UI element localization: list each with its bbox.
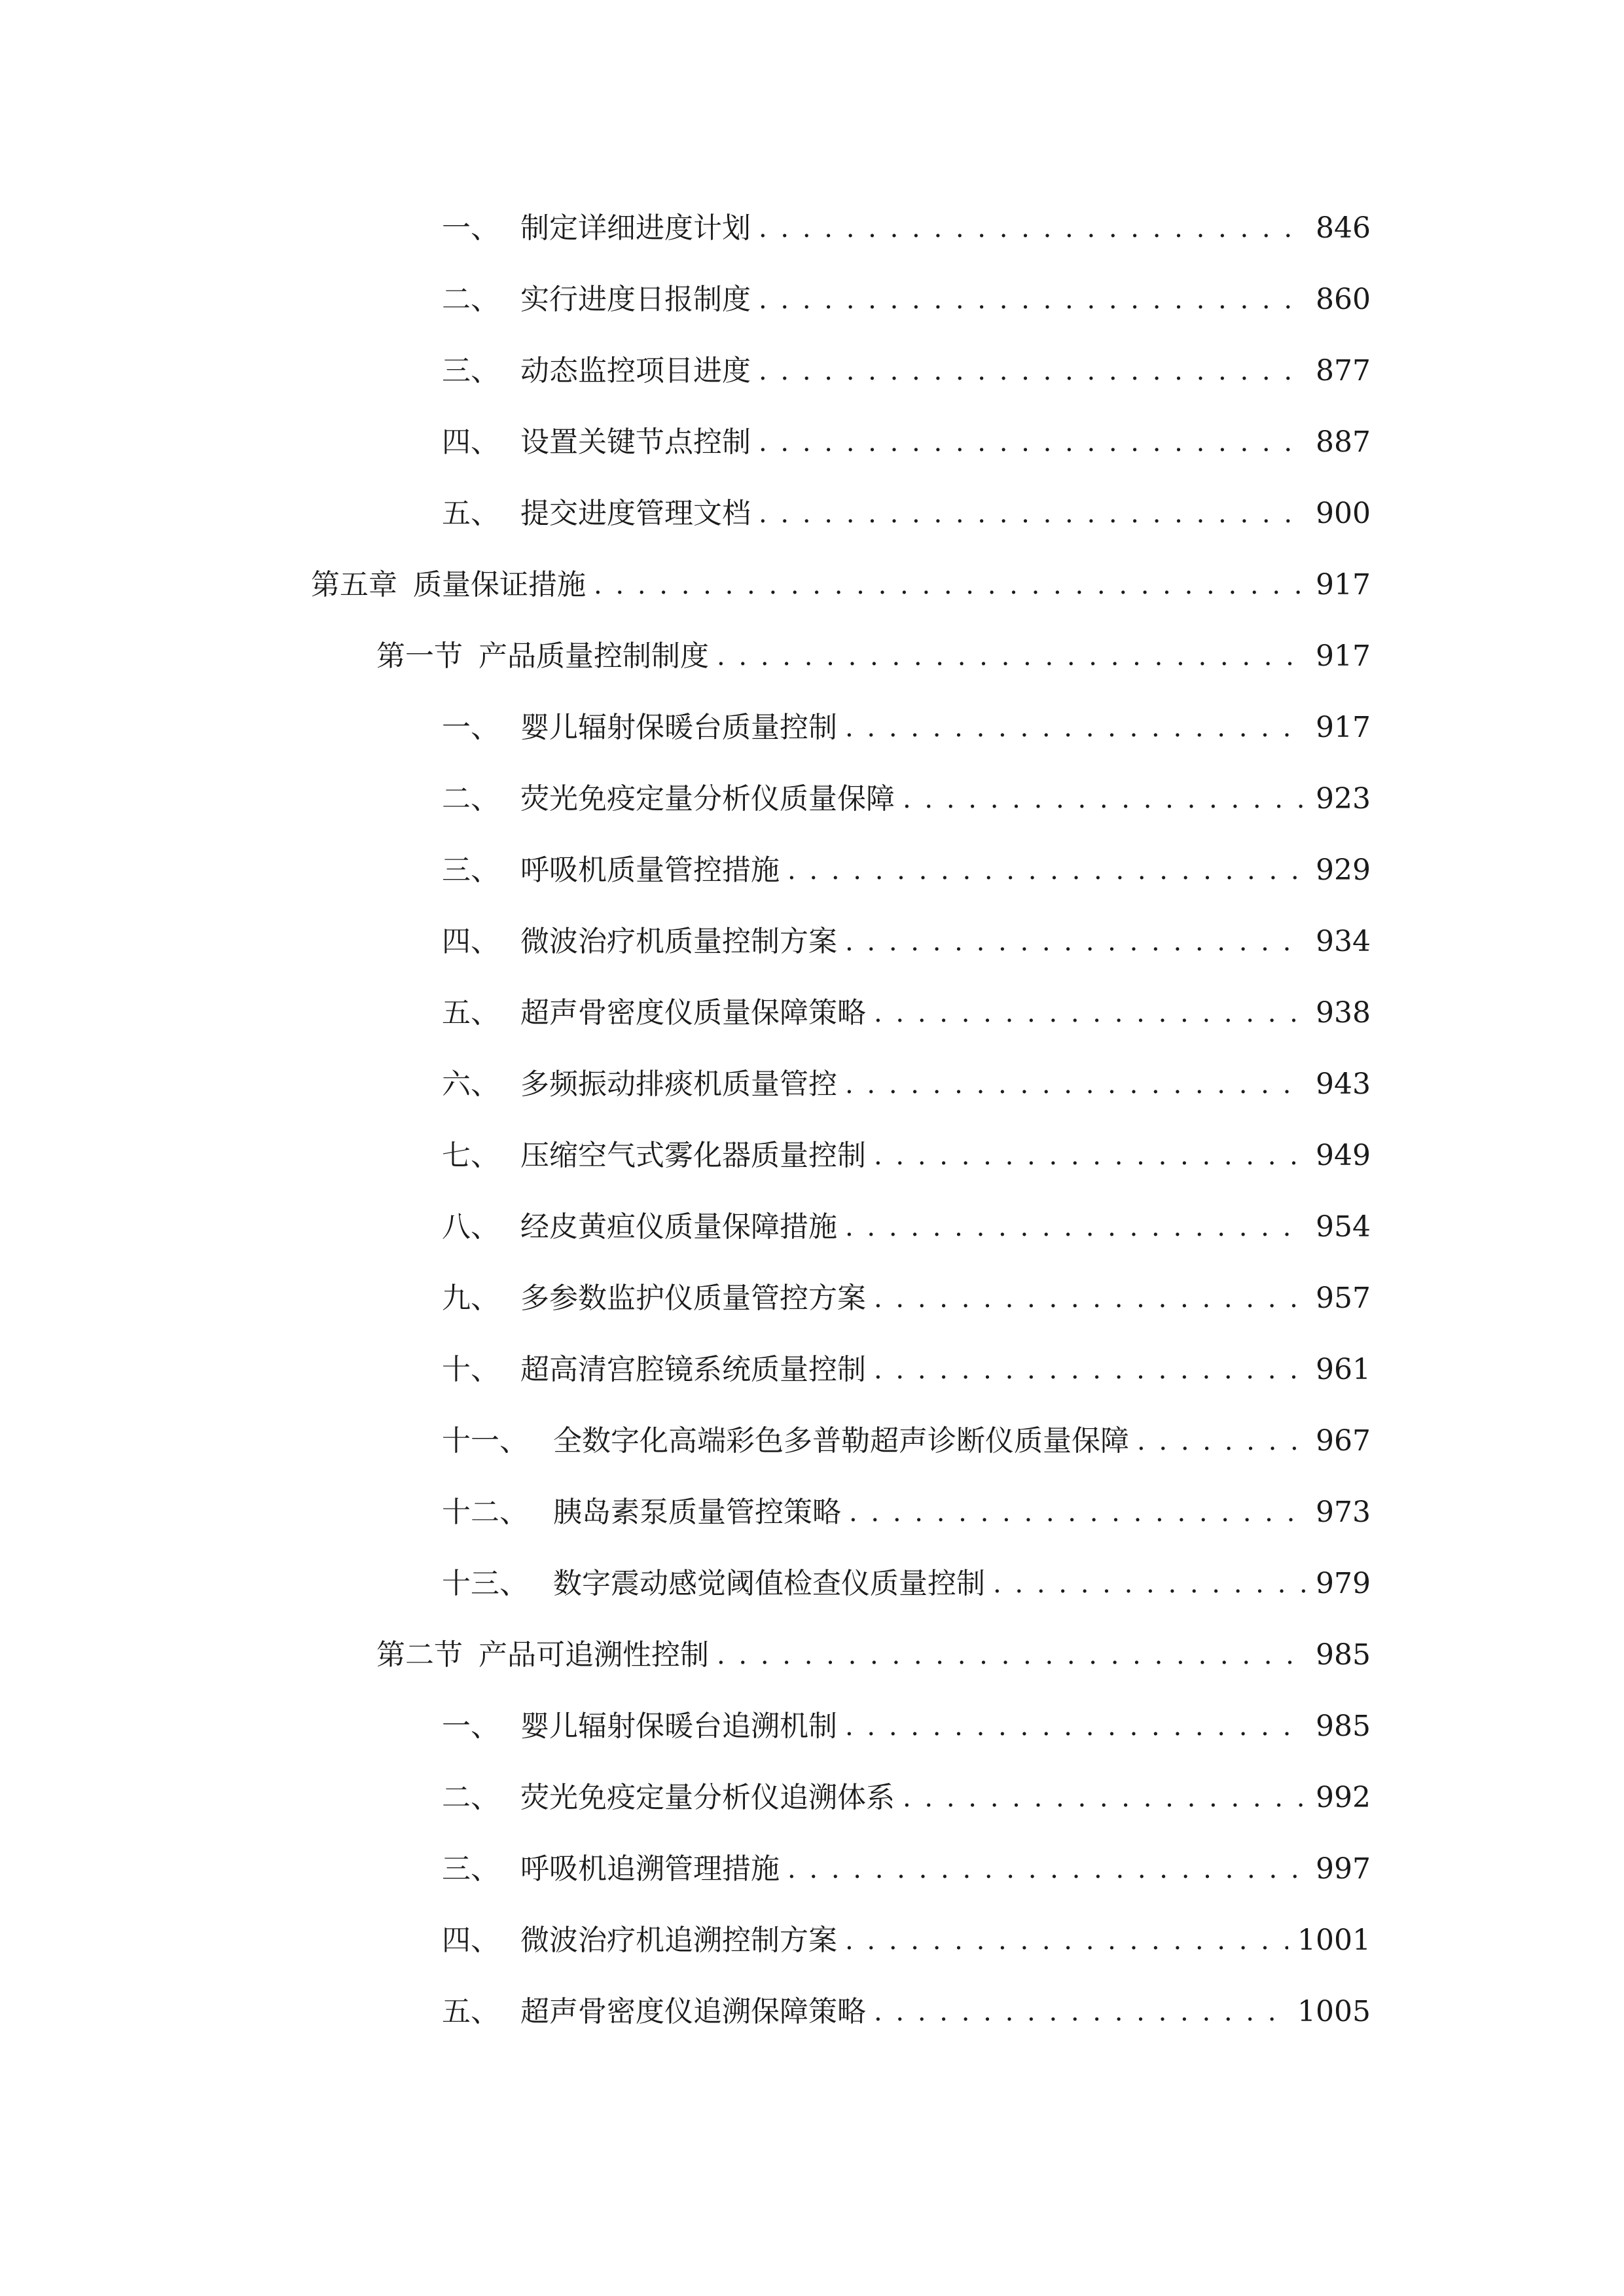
- toc-entry-page: 877: [1316, 354, 1371, 387]
- dot-leader: [759, 488, 1307, 540]
- toc-section-number: 第二节: [376, 1638, 463, 1672]
- toc-entry-title: 经皮黄疸仪质量保障措施: [520, 1210, 837, 1244]
- dot-leader: [787, 1843, 1307, 1895]
- toc-entry-number: 五、: [442, 1995, 499, 2028]
- toc-entry[interactable]: [442, 416, 1371, 469]
- toc-section[interactable]: [376, 630, 1371, 683]
- toc-entry-title: 婴儿辐射保暖台追溯机制: [520, 1710, 837, 1743]
- toc-chapter-number: 第五章: [311, 568, 397, 601]
- toc-entry-number: 十三、: [442, 1567, 528, 1600]
- toc-entry-title: 胰岛素泵质量管控策略: [553, 1496, 841, 1529]
- toc-entry-title: 提交进度管理文档: [520, 497, 751, 530]
- toc-entry-title: 超高清宫腔镜系统质量控制: [520, 1353, 866, 1386]
- toc-entry[interactable]: [442, 916, 1371, 968]
- toc-entry-number: 一、: [442, 711, 499, 744]
- toc-section-title: 产品可追溯性控制: [478, 1638, 709, 1672]
- toc-entry-title: 呼吸机追溯管理措施: [520, 1852, 780, 1886]
- toc-entry-page: 929: [1316, 853, 1371, 887]
- toc-entry-page: 1001: [1297, 1924, 1371, 1957]
- dot-leader: [874, 1986, 1288, 2038]
- toc-entry-page: 957: [1316, 1282, 1371, 1315]
- toc-entry-title: 微波治疗机追溯控制方案: [520, 1924, 837, 1957]
- toc-entry[interactable]: [442, 345, 1371, 397]
- toc-entry-number: 四、: [442, 925, 499, 958]
- dot-leader: [845, 702, 1307, 754]
- dot-leader: [845, 1058, 1307, 1111]
- toc-entry-page: 954: [1316, 1210, 1371, 1244]
- toc-entry-page: 979: [1316, 1567, 1371, 1600]
- toc-entry-page: 943: [1316, 1067, 1371, 1101]
- dot-leader: [717, 1629, 1307, 1681]
- dot-leader: [845, 1201, 1307, 1253]
- toc-chapter-page: 917: [1316, 568, 1371, 601]
- dot-leader: [717, 630, 1307, 683]
- toc-chapter[interactable]: [311, 559, 1371, 611]
- dot-leader: [787, 844, 1307, 897]
- toc-entry[interactable]: [442, 1986, 1371, 2038]
- toc-entry-page: 949: [1316, 1139, 1371, 1172]
- dot-leader: [759, 345, 1307, 397]
- toc-entry-title: 实行进度日报制度: [520, 283, 751, 316]
- toc-entry[interactable]: [442, 1914, 1371, 1967]
- toc-entry-page: 992: [1316, 1781, 1371, 1814]
- toc-entry-title: 多频振动排痰机质量管控: [520, 1067, 837, 1101]
- toc-entry-number: 一、: [442, 211, 499, 245]
- toc-section-page: 985: [1316, 1638, 1371, 1672]
- dot-leader: [1137, 1415, 1307, 1467]
- toc-entry-number: 五、: [442, 497, 499, 530]
- toc-entry-number: 二、: [442, 283, 499, 316]
- toc-entry-title: 数字震动感觉阈值检查仪质量控制: [553, 1567, 985, 1600]
- toc-entry-page: 846: [1316, 211, 1371, 245]
- toc-entry[interactable]: [442, 1486, 1371, 1539]
- toc-entry[interactable]: [442, 773, 1371, 825]
- toc-section[interactable]: [376, 1629, 1371, 1681]
- toc-entry-title: 荧光免疫定量分析仪质量保障: [520, 782, 895, 816]
- toc-entry-page: 934: [1316, 925, 1371, 958]
- dot-leader: [845, 1914, 1288, 1967]
- toc-entry-page: 887: [1316, 425, 1371, 459]
- toc-entry[interactable]: [442, 1700, 1371, 1753]
- toc-entry[interactable]: [442, 488, 1371, 540]
- toc-entry-title: 婴儿辐射保暖台质量控制: [520, 711, 837, 744]
- toc-entry[interactable]: [442, 987, 1371, 1039]
- toc-entry[interactable]: [442, 844, 1371, 897]
- toc-entry-title: 多参数监护仪质量管控方案: [520, 1282, 866, 1315]
- toc-entry-number: 三、: [442, 853, 499, 887]
- toc-entry[interactable]: [442, 202, 1371, 255]
- toc-entry-number: 一、: [442, 1710, 499, 1743]
- toc-entry-page: 938: [1316, 996, 1371, 1030]
- toc-entry[interactable]: [442, 1058, 1371, 1111]
- toc-chapter-title: 质量保证措施: [413, 568, 586, 601]
- toc-entry-number: 二、: [442, 1781, 499, 1814]
- toc-entry-title: 制定详细进度计划: [520, 211, 751, 245]
- dot-leader: [594, 559, 1307, 611]
- dot-leader: [874, 1130, 1307, 1182]
- toc-section-page: 917: [1316, 639, 1371, 673]
- toc-entry[interactable]: [442, 1272, 1371, 1325]
- dot-leader: [874, 987, 1307, 1039]
- toc-section-number: 第一节: [376, 639, 463, 673]
- toc-entry-page: 923: [1316, 782, 1371, 816]
- toc-entry-page: 860: [1316, 283, 1371, 316]
- toc-entry-title: 超声骨密度仪追溯保障策略: [520, 1995, 866, 2028]
- toc-entry-title: 动态监控项目进度: [520, 354, 751, 387]
- dot-leader: [759, 202, 1307, 255]
- toc-entry-number: 六、: [442, 1067, 499, 1101]
- toc-entry-number: 三、: [442, 1852, 499, 1886]
- dot-leader: [903, 1772, 1307, 1824]
- dot-leader: [874, 1272, 1307, 1325]
- toc-entry-number: 十一、: [442, 1424, 528, 1458]
- toc-entry-number: 九、: [442, 1282, 499, 1315]
- toc-entry[interactable]: [442, 274, 1371, 326]
- dot-leader: [993, 1558, 1307, 1610]
- dot-leader: [849, 1486, 1307, 1539]
- toc-entry-page: 1005: [1297, 1995, 1371, 2028]
- toc-entry-title: 压缩空气式雾化器质量控制: [520, 1139, 866, 1172]
- toc-entry[interactable]: [442, 1772, 1371, 1824]
- toc-entry-page: 961: [1316, 1353, 1371, 1386]
- toc-section-title: 产品质量控制制度: [478, 639, 709, 673]
- toc-entry[interactable]: [442, 1415, 1371, 1467]
- toc-entry-page: 997: [1316, 1852, 1371, 1886]
- dot-leader: [874, 1344, 1307, 1396]
- toc-entry-page: 985: [1316, 1710, 1371, 1743]
- toc-entry[interactable]: [442, 1843, 1371, 1895]
- toc-entry-page: 900: [1316, 497, 1371, 530]
- toc-entry-title: 呼吸机质量管控措施: [520, 853, 780, 887]
- toc-entry-title: 微波治疗机质量控制方案: [520, 925, 837, 958]
- toc-entry-page: 917: [1316, 711, 1371, 744]
- dot-leader: [845, 1700, 1307, 1753]
- toc-entry-title: 全数字化高端彩色多普勒超声诊断仪质量保障: [553, 1424, 1129, 1458]
- toc-entry-title: 超声骨密度仪质量保障策略: [520, 996, 866, 1030]
- toc-entry-title: 设置关键节点控制: [520, 425, 751, 459]
- toc-entry[interactable]: [442, 1130, 1371, 1182]
- dot-leader: [903, 773, 1307, 825]
- toc-entry-number: 二、: [442, 782, 499, 816]
- toc-entry[interactable]: [442, 1344, 1371, 1396]
- dot-leader: [845, 916, 1307, 968]
- toc-entry-number: 八、: [442, 1210, 499, 1244]
- dot-leader: [759, 416, 1307, 469]
- toc-entry-number: 十二、: [442, 1496, 528, 1529]
- toc-entry[interactable]: [442, 1201, 1371, 1253]
- toc-entry-page: 967: [1316, 1424, 1371, 1458]
- toc-entry[interactable]: [442, 702, 1371, 754]
- toc-entry-number: 三、: [442, 354, 499, 387]
- toc-entry-number: 四、: [442, 425, 499, 459]
- toc-entry-number: 五、: [442, 996, 499, 1030]
- toc-entry-number: 十、: [442, 1353, 499, 1386]
- toc-entry-page: 973: [1316, 1496, 1371, 1529]
- toc-entry-title: 荧光免疫定量分析仪追溯体系: [520, 1781, 895, 1814]
- dot-leader: [759, 274, 1307, 326]
- toc-entry-number: 四、: [442, 1924, 499, 1957]
- toc-entry-number: 七、: [442, 1139, 499, 1172]
- toc-entry[interactable]: [442, 1558, 1371, 1610]
